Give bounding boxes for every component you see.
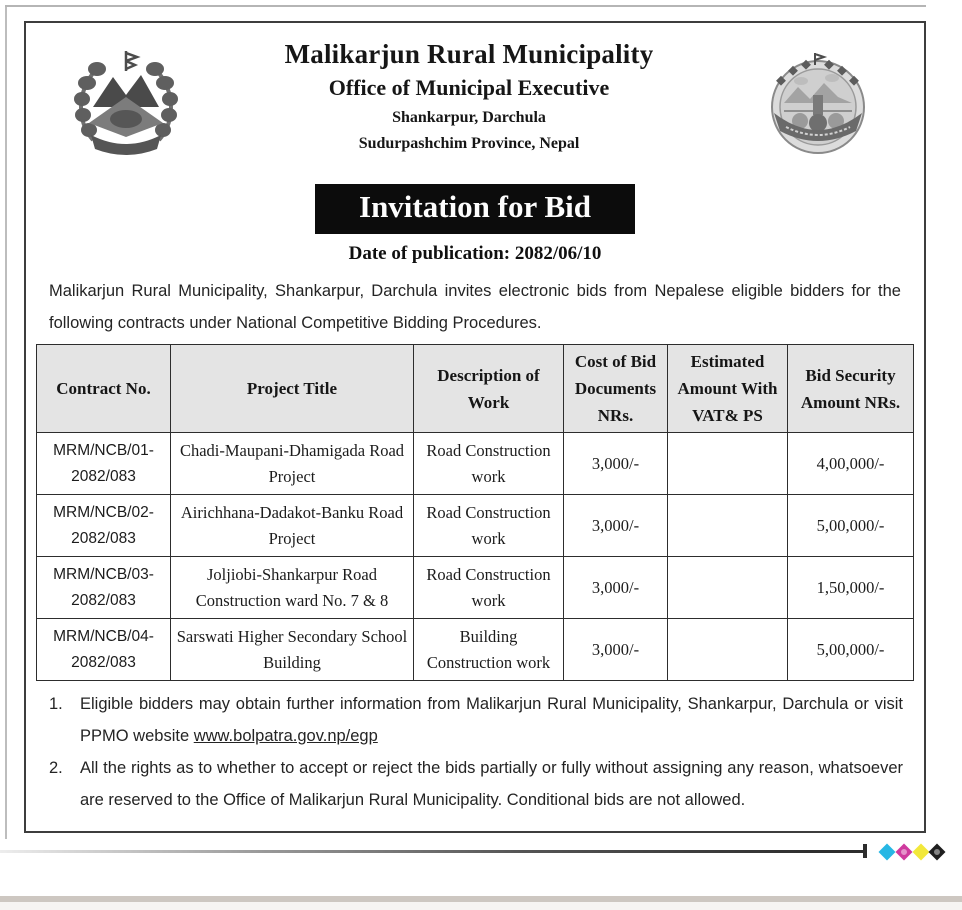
- contract-no-line1: MRM/NCB/01-: [53, 441, 154, 459]
- cell-description: Road Construction work: [414, 557, 564, 619]
- cell-cost: 3,000/-: [564, 557, 668, 619]
- table-row: [37, 433, 914, 495]
- organization-name: Malikarjun Rural Municipality: [284, 39, 654, 69]
- col-header-estimated-amount: Estimated Amount With VAT& PS: [668, 345, 788, 433]
- bid-table: [36, 344, 914, 681]
- cell-contract-no: [37, 433, 171, 495]
- table-row: [37, 495, 914, 557]
- contract-no-line2: 2082/083: [71, 653, 136, 671]
- contract-no-line2: 2082/083: [71, 529, 136, 547]
- black-print-mark-icon: [929, 844, 946, 861]
- yellow-print-mark-icon: [913, 844, 930, 861]
- cell-description: Road Construction work: [414, 495, 564, 557]
- invitation-banner: Invitation for Bid: [315, 184, 635, 234]
- header-text-block: [226, 39, 712, 153]
- contract-no-line1: MRM/NCB/04-: [53, 627, 154, 645]
- right-logo-container: [712, 39, 924, 168]
- col-header-description: Description of Work: [414, 345, 564, 433]
- cell-estimated-amount: [668, 433, 788, 495]
- note-item-1: [49, 688, 903, 752]
- print-mark-glyph: [933, 848, 941, 856]
- cell-project-title: Airichhana-Dadakot-Banku Road Project: [171, 495, 414, 557]
- municipality-seal-icon: [758, 51, 878, 168]
- notes-section: [49, 688, 903, 816]
- note-text: [80, 688, 903, 752]
- cell-estimated-amount: [668, 557, 788, 619]
- intro-paragraph: Malikarjun Rural Municipality, Shankarpur, Darchula invites electronic bids from Nepalese eligible bidders for the following contracts under National Competitive Bidding Procedures.: [49, 282, 901, 332]
- cyan-print-mark-icon: [879, 844, 896, 861]
- publication-date: Date of publication: 2082/06/10: [348, 243, 602, 264]
- cell-bid-security: 5,00,000/-: [788, 495, 914, 557]
- note-item-2: [49, 752, 903, 816]
- note-text: All the rights as to whether to accept or reject the bids partially or fully without assigning any reason, whatsoever are reserved to the Office of Malikarjun Rural Municipality. Conditional bids are not allowed.: [80, 759, 903, 809]
- contract-no-line1: MRM/NCB/02-: [53, 503, 154, 521]
- cell-contract-no: [37, 619, 171, 681]
- cell-contract-no: [37, 495, 171, 557]
- cell-estimated-amount: [668, 619, 788, 681]
- bid-notice-document: [24, 21, 926, 833]
- cell-project-title: Chadi-Maupani-Dhamigada Road Project: [171, 433, 414, 495]
- table-row: [37, 619, 914, 681]
- table-row: [37, 557, 914, 619]
- col-header-bid-security: Bid Security Amount NRs.: [788, 345, 914, 433]
- document-header: [26, 23, 924, 172]
- cell-bid-security: 4,00,000/-: [788, 433, 914, 495]
- cell-cost: 3,000/-: [564, 495, 668, 557]
- column-rule-end-tick: [863, 844, 867, 858]
- cell-contract-no: [37, 557, 171, 619]
- note-number: 1.: [49, 695, 63, 713]
- print-mark-glyph: [900, 848, 908, 856]
- table-header-row: [37, 345, 914, 433]
- note-number: 2.: [49, 759, 63, 777]
- office-name: Office of Municipal Executive: [328, 75, 610, 100]
- cell-project-title: Joljiobi-Shankarpur Road Construction ward No. 7 & 8: [171, 557, 414, 619]
- contract-no-line2: 2082/083: [71, 591, 136, 609]
- contract-no-line2: 2082/083: [71, 467, 136, 485]
- nepal-coat-of-arms-icon: [63, 45, 189, 172]
- cell-description: Building Construction work: [414, 619, 564, 681]
- address-line: Shankarpur, Darchula: [392, 109, 546, 126]
- cell-estimated-amount: [668, 495, 788, 557]
- note1-body: Eligible bidders may obtain further information from Malikarjun Rural Municipality, Shankarpur, Darchula or visit PPMO website: [80, 695, 903, 745]
- page-edge-top: [5, 5, 926, 7]
- cell-cost: 3,000/-: [564, 433, 668, 495]
- cell-cost: 3,000/-: [564, 619, 668, 681]
- magenta-print-mark-icon: [896, 844, 913, 861]
- cell-description: Road Construction work: [414, 433, 564, 495]
- cell-project-title: Sarswati Higher Secondary School Building: [171, 619, 414, 681]
- col-header-cost: Cost of Bid Documents NRs.: [564, 345, 668, 433]
- column-rule-line: [0, 850, 866, 853]
- col-header-project-title: Project Title: [171, 345, 414, 433]
- left-logo-container: [26, 39, 226, 172]
- contract-no-line1: MRM/NCB/03-: [53, 565, 154, 583]
- cell-bid-security: 1,50,000/-: [788, 557, 914, 619]
- page-edge-left: [5, 5, 7, 839]
- province-line: Sudurpashchim Province, Nepal: [358, 135, 580, 152]
- cell-bid-security: 5,00,000/-: [788, 619, 914, 681]
- bottom-separator-band-light: [0, 902, 962, 910]
- col-header-contract-no: Contract No.: [37, 345, 171, 433]
- ppmo-website-link[interactable]: www.bolpatra.gov.np/egp: [193, 727, 378, 745]
